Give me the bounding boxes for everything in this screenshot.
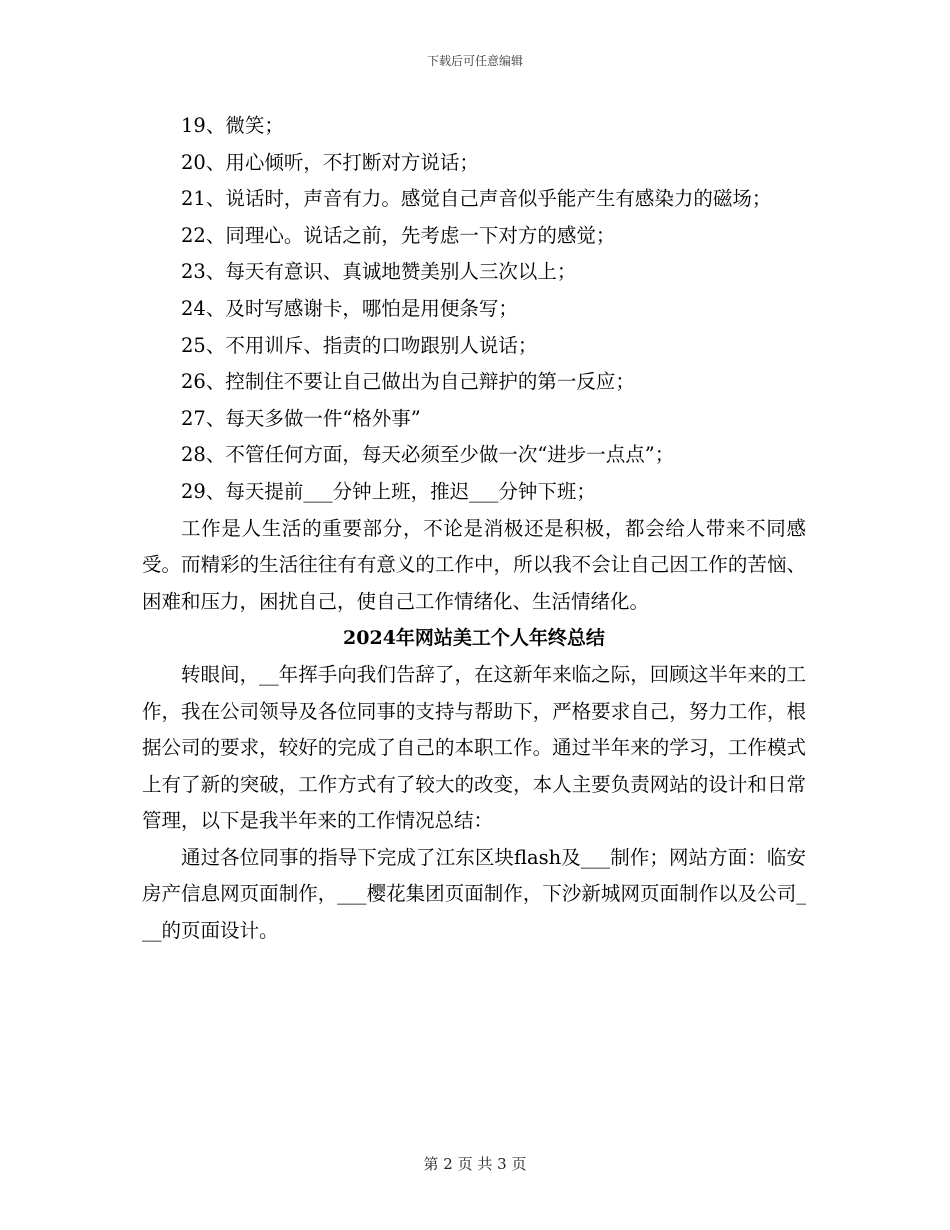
section-paragraph-1: 转眼间，__年挥手向我们告辞了，在这新年来临之际，回顾这半年来的工作，我在公司领导及各位同事的支持与帮助下，严格要求自己，努力工作，根据公司的要求，较好的完成了自己的本职工作。通过半年来的学习，工作模式上有了新的突破，工作方式有了较大的改变，本人主要负责网站的设计和日常管理，以下是我半年来的工作情况总结： [142, 662, 806, 833]
page-header: 下载后可任意编辑 [426, 54, 523, 68]
section-title: 2024年网站美工个人年终总结 [343, 627, 605, 650]
list-item-20: 20、用心倾听，不打断对方说话； [181, 150, 479, 174]
page-footer: 第 2 页 共 3 页 [423, 1155, 527, 1173]
list-item-23: 23、每天有意识、真诚地赞美别人三次以上； [181, 260, 577, 284]
list-item-19: 19、微笑； [181, 114, 284, 137]
document-body [142, 108, 806, 950]
list-item-27: 27、每天多做一件“格外事” [181, 406, 421, 430]
list-item-22: 22、同理心。说话之前，先考虑一下对方的感觉； [181, 223, 616, 247]
list-item-25: 25、不用训斥、指责的口吻跟别人说话； [181, 333, 538, 357]
closing-paragraph: 工作是人生活的重要部分，不论是消极还是积极，都会给人带来不同感受。而精彩的生活往往有有意义的工作中，所以我不会让自己因工作的苦恼、困难和压力，困扰自己，使自己工作情绪化、生活情绪化。 [142, 516, 806, 613]
list-item-24: 24、及时写感谢卡，哪怕是用便条写； [181, 296, 518, 320]
section-paragraph-2: 通过各位同事的指导下完成了江东区块flash及___制作；网站方面：临安房产信息网页面制作，___樱花集团页面制作，下沙新城网页面制作以及公司___的页面设计。 [142, 845, 806, 943]
list-item-21: 21、说话时，声音有力。感觉自己声音似乎能产生有感染力的磁场； [181, 187, 772, 211]
list-item-26: 26、控制住不要让自己做出为自己辩护的第一反应； [181, 370, 635, 394]
list-item-28: 28、不管任何方面，每天必须至少做一次“进步一点点”； [181, 443, 675, 467]
list-item-29: 29、每天提前___分钟上班，推迟___分钟下班； [181, 479, 596, 503]
